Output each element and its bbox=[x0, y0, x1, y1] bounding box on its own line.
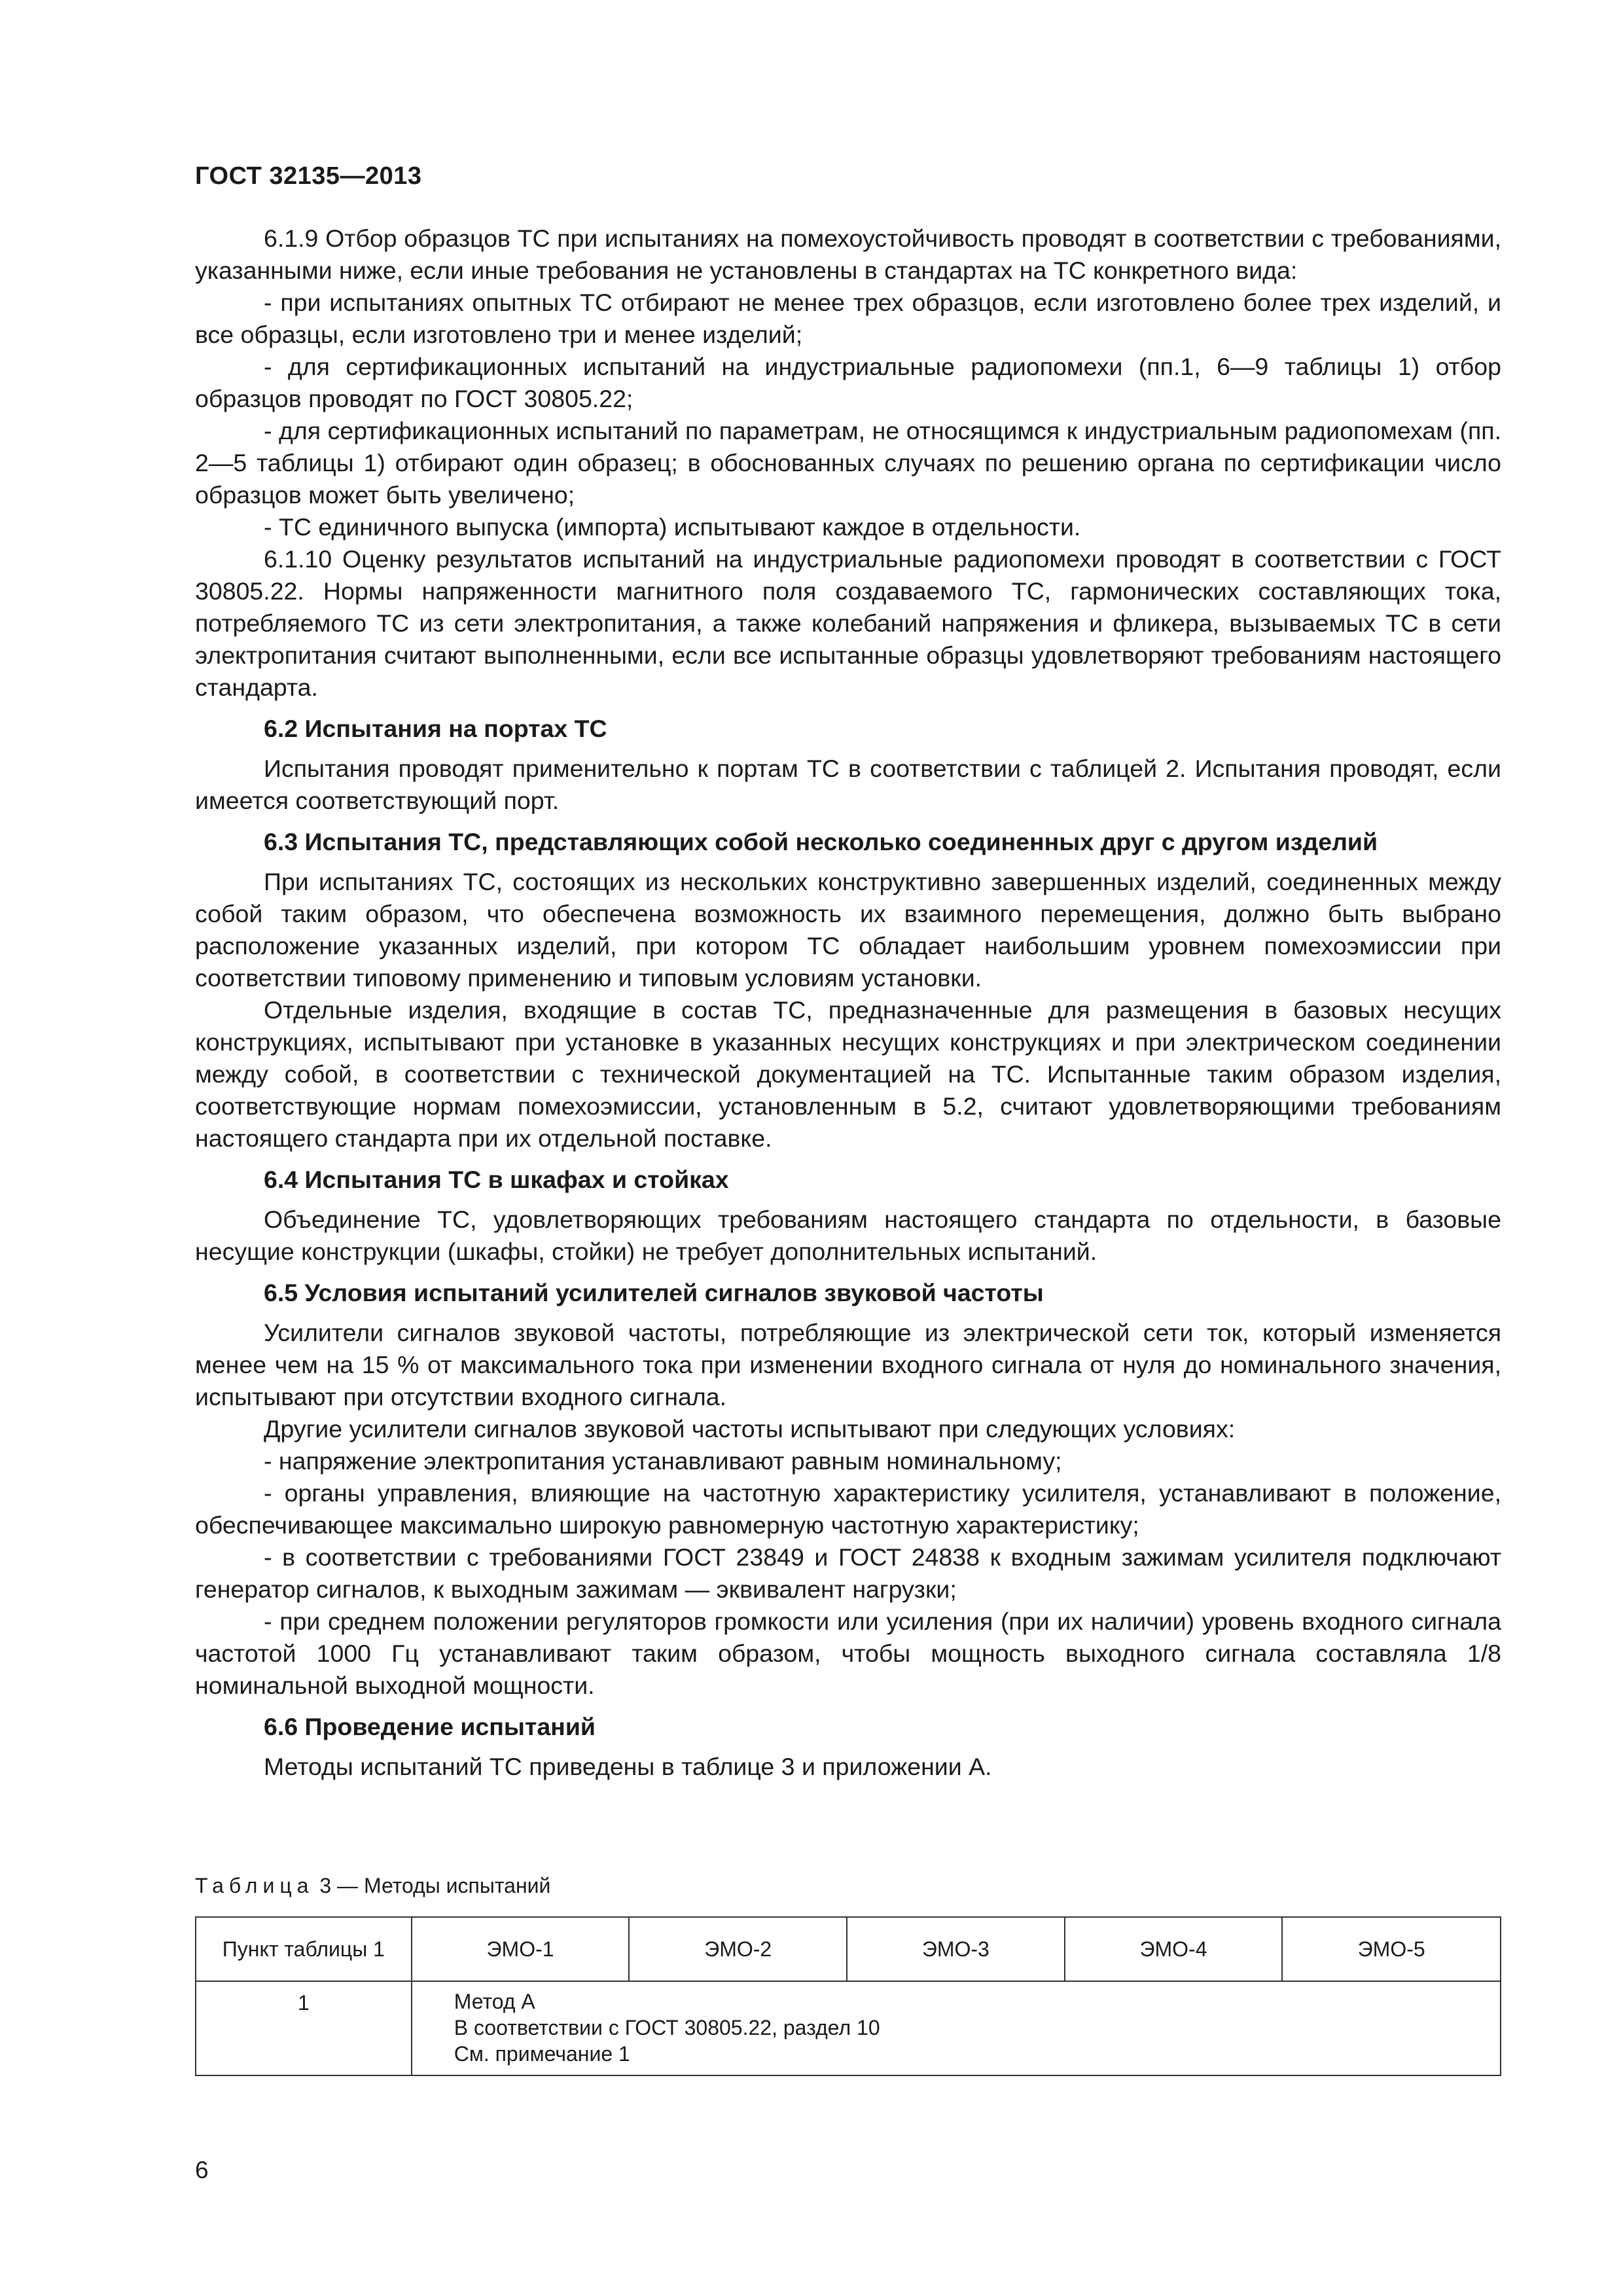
paragraph-6-2: Испытания проводят применительно к портам ТС в соответствии с таблицей 2. Испытания проводят, если имеется соответствующий порт. bbox=[195, 755, 1501, 814]
section-heading-6-2: 6.2 Испытания на портах ТС bbox=[264, 715, 607, 742]
column-header: Пункт таблицы 1 bbox=[196, 1917, 412, 1981]
table-caption-text: 3 — Методы испытаний bbox=[319, 1874, 551, 1897]
table-caption bbox=[195, 1874, 550, 1898]
method-line: См. примечание 1 bbox=[454, 2042, 630, 2066]
document-header: ГОСТ 32135—2013 bbox=[195, 162, 422, 190]
paragraph-6-4: Объединение ТС, удовлетворяющих требованиям настоящего стандарта по отдельности, в базовые несущие конструкции (шкафы, стойки) не требует дополнительных испытаний. bbox=[195, 1206, 1501, 1265]
method-line: В соответствии с ГОСТ 30805.22, раздел 10 bbox=[454, 2016, 880, 2039]
document-body bbox=[195, 223, 1501, 1783]
list-item: - для сертификационных испытаний на индустриальные радиопомехи (пп.1, 6—9 таблицы 1) отбор образцов проводят по ГОСТ 30805.22; bbox=[195, 353, 1501, 412]
section-heading-6-4: 6.4 Испытания ТС в шкафах и стойках bbox=[264, 1166, 729, 1193]
column-header: ЭМО-2 bbox=[629, 1917, 847, 1981]
list-item: - для сертификационных испытаний по параметрам, не относящимся к индустриальным радиопомехам (пп. 2—5 таблицы 1) отбирают один образец; в обоснованных случаях по решению органа по сертификации число образцов может быть увеличено; bbox=[195, 417, 1501, 509]
methods-table bbox=[195, 1916, 1501, 2076]
table-cell-item-number: 1 bbox=[196, 1981, 412, 2075]
paragraph-6-6: Методы испытаний ТС приведены в таблице 3 и приложении А. bbox=[264, 1753, 992, 1780]
list-item: - ТС единичного выпуска (импорта) испытывают каждое в отдельности. bbox=[264, 513, 1081, 541]
column-header: ЭМО-1 bbox=[412, 1917, 630, 1981]
table-header-row bbox=[196, 1917, 1501, 1981]
table-row bbox=[196, 1981, 1501, 2075]
method-line: Метод А bbox=[454, 1990, 535, 2013]
table-cell-method bbox=[412, 1981, 1501, 2075]
list-item: - органы управления, влияющие на частотную характеристику усилителя, устанавливают в положение, обеспечивающее максимально широкую равномерную частотную характеристику; bbox=[195, 1479, 1501, 1539]
paragraph-6-5-a: Усилители сигналов звуковой частоты, потребляющие из электрической сети ток, который изменяется менее чем на 15 % от максимального тока при изменении входного сигнала от нуля до номинального значения, испытывают при отсутствии входного сигнала. bbox=[195, 1319, 1501, 1410]
column-header: ЭМО-3 bbox=[847, 1917, 1065, 1981]
list-item: - при среднем положении регуляторов громкости или усиления (при их наличии) уровень входного сигнала частотой 1000 Гц устанавливают таким образом, чтобы мощность выходного сигнала составляла 1/8 номинальной выходной мощности. bbox=[195, 1607, 1501, 1699]
page-number: 6 bbox=[195, 2157, 209, 2183]
list-item: - в соответствии с требованиями ГОСТ 23849 и ГОСТ 24838 к входным зажимам усилителя подключают генератор сигналов, к выходным зажимам — эквивалент нагрузки; bbox=[195, 1543, 1501, 1603]
paragraph-6-1-10: 6.1.10 Оценку результатов испытаний на индустриальные радиопомехи проводят в соответствии с ГОСТ 30805.22. Нормы напряженности магнитного поля создаваемого ТС, гармонических составляющих тока, потребляемого ТС из сети электропитания, а также колебаний напряжения и фликера, вызываемых ТС в сети электропитания считают выполненными, если все испытанные образцы удовлетворяют требованиям настоящего стандарта. bbox=[195, 545, 1501, 701]
paragraph-6-3-b: Отдельные изделия, входящие в состав ТС, предназначенные для размещения в базовых несущих конструкциях, испытывают при установке в указанных несущих конструкциях и при электрическом соединении между собой, в соответствии с технической документацией на ТС. Испытанные таким образом изделия, соответствующие нормам помехоэмиссии, установленным в 5.2, считают удовлетворяющими требованиям настоящего стандарта при их отдельной поставке. bbox=[195, 996, 1501, 1152]
paragraph-6-3-a: При испытаниях ТС, состоящих из нескольких конструктивно завершенных изделий, соединенных между собой таким образом, что обеспечена возможность их взаимного перемещения, должно быть выбрано расположение указанных изделий, при котором ТС обладает наибольшим уровнем помехоэмиссии при соответствии типовому применению и типовым условиям установки. bbox=[195, 868, 1501, 992]
section-heading-6-6: 6.6 Проведение испытаний bbox=[264, 1713, 596, 1740]
section-heading-6-5: 6.5 Условия испытаний усилителей сигналов звуковой частоты bbox=[264, 1279, 1044, 1306]
section-heading-6-3: 6.3 Испытания ТС, представляющих собой несколько соединенных друг с другом изделий bbox=[264, 828, 1378, 855]
paragraph-6-1-9: 6.1.9 Отбор образцов ТС при испытаниях на помехоустойчивость проводят в соответствии с требованиями, указанными ниже, если иные требования не установлены в стандартах на ТС конкретного вида: bbox=[195, 224, 1501, 284]
list-item: - напряжение электропитания устанавливают равным номинальному; bbox=[264, 1447, 1062, 1475]
column-header: ЭМО-4 bbox=[1065, 1917, 1283, 1981]
column-header: ЭМО-5 bbox=[1282, 1917, 1501, 1981]
paragraph-6-5-b: Другие усилители сигналов звуковой частоты испытывают при следующих условиях: bbox=[264, 1415, 1236, 1443]
table-caption-label: Таблица bbox=[195, 1874, 314, 1897]
list-item: - при испытаниях опытных ТС отбирают не менее трех образцов, если изготовлено более трех изделий, и все образцы, если изготовлено три и менее изделий; bbox=[195, 289, 1501, 348]
